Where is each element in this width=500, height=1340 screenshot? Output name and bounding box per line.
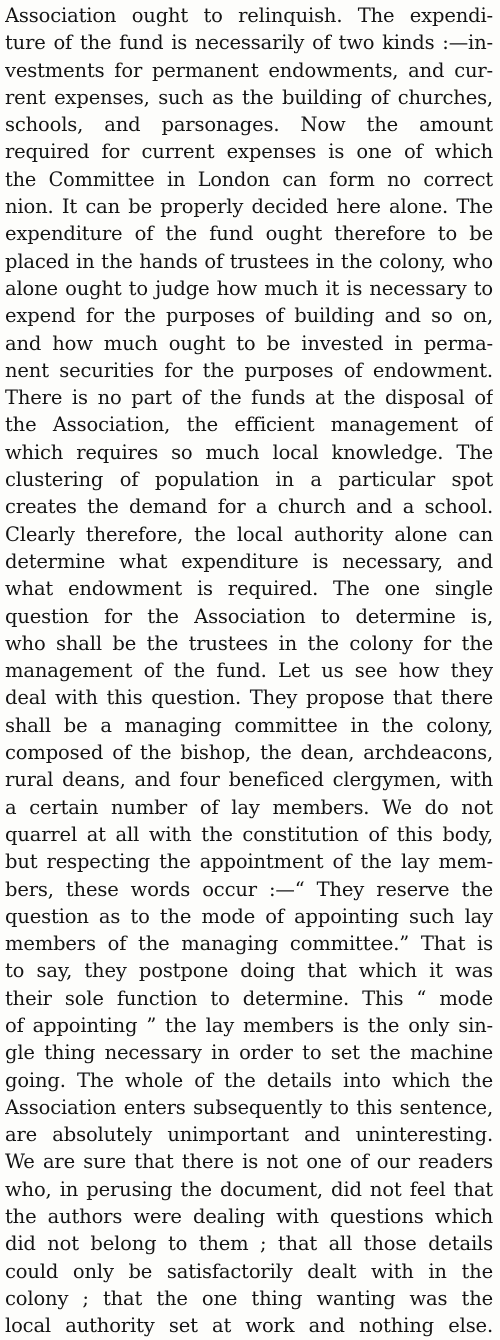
article-line: quarrel at all with the constitution of this body, (5, 822, 493, 846)
article-line: their sole function to determine. This “ mode (5, 986, 493, 1010)
article-line: local authority set at work and nothing else. (5, 1314, 493, 1338)
article-line: We are sure that there is not one of our readers (5, 1150, 493, 1174)
article-line: question as to the mode of appointing such lay (5, 904, 493, 928)
article-line: nion. It can be properly decided here alone. The (5, 195, 493, 219)
article-line: a certain number of lay members. We do not (5, 795, 493, 819)
article-line: Clearly therefore, the local authority alone can (5, 522, 493, 546)
article-line: who, in perusing the document, did not feel that (5, 1177, 493, 1201)
article-line: did not belong to them ; that all those details (5, 1232, 493, 1256)
article-line: expend for the purposes of building and so on, (5, 304, 493, 328)
article-line: alone ought to judge how much it is necessary to (5, 276, 493, 300)
article-line: composed of the bishop, the dean, archdeacons, (5, 741, 493, 765)
article-line: the Association, the efficient management of (5, 413, 493, 437)
article-line: There is no part of the funds at the disposal of (5, 386, 493, 410)
article-line: nent securities for the purposes of endowment. (5, 358, 493, 382)
article-line: Association ought to relinquish. The expendi- (5, 4, 493, 27)
article-line: rent expenses, such as the building of churches, (5, 85, 493, 109)
article-line: who shall be the trustees in the colony for the (5, 631, 493, 655)
article-line: rural deans, and four beneficed clergymen, with (5, 768, 493, 792)
article-line: of appointing ” the lay members is the only sin- (5, 1013, 493, 1037)
article-line: creates the demand for a church and a school. (5, 495, 493, 519)
article-line: determine what expenditure is necessary, and (5, 549, 493, 573)
article-line: going. The whole of the details into which the (5, 1068, 493, 1092)
article-line: the authors were dealing with questions which (5, 1205, 493, 1229)
article-line: placed in the hands of trustees in the colony, who (5, 249, 493, 273)
article-line: but respecting the appointment of the lay mem- (5, 850, 493, 874)
article-line: which requires so much local knowledge. The (5, 440, 493, 464)
article-line: ture of the fund is necessarily of two kinds :—in- (5, 31, 493, 55)
article-line: what endowment is required. The one single (5, 577, 493, 601)
article-line: and how much ought to be invested in perma- (5, 331, 493, 355)
article-line: could only be satisfactorily dealt with in the (5, 1259, 493, 1283)
article-line: clustering of population in a particular spot (5, 468, 493, 492)
article-line: bers, these words occur :—“ They reserve the (5, 877, 493, 901)
article-line: required for current expenses is one of which (5, 140, 493, 164)
article-line: question for the Association to determine is, (5, 604, 493, 628)
article-line: are absolutely unimportant and uninteresting. (5, 1123, 493, 1147)
article-line: Association enters subsequently to this sentence, (5, 1095, 493, 1119)
article-line: to say, they postpone doing that which it was (5, 959, 493, 983)
article-line: vestments for permanent endowments, and cur- (5, 58, 493, 82)
article-line: colony ; that the one thing wanting was the (5, 1286, 493, 1310)
article-line: schools, and parsonages. Now the amount (5, 113, 493, 137)
article-line: members of the managing committee.” That is (5, 932, 493, 956)
article-line: deal with this question. They propose that there (5, 686, 493, 710)
article-line: management of the fund. Let us see how they (5, 659, 493, 683)
article-line: gle thing necessary in order to set the machine (5, 1041, 493, 1065)
article-line: shall be a managing committee in the colony, (5, 713, 493, 737)
article-column (5, 2, 493, 1340)
article-line: expenditure of the fund ought therefore to be (5, 222, 493, 246)
article-line: the Committee in London can form no correct (5, 167, 493, 191)
